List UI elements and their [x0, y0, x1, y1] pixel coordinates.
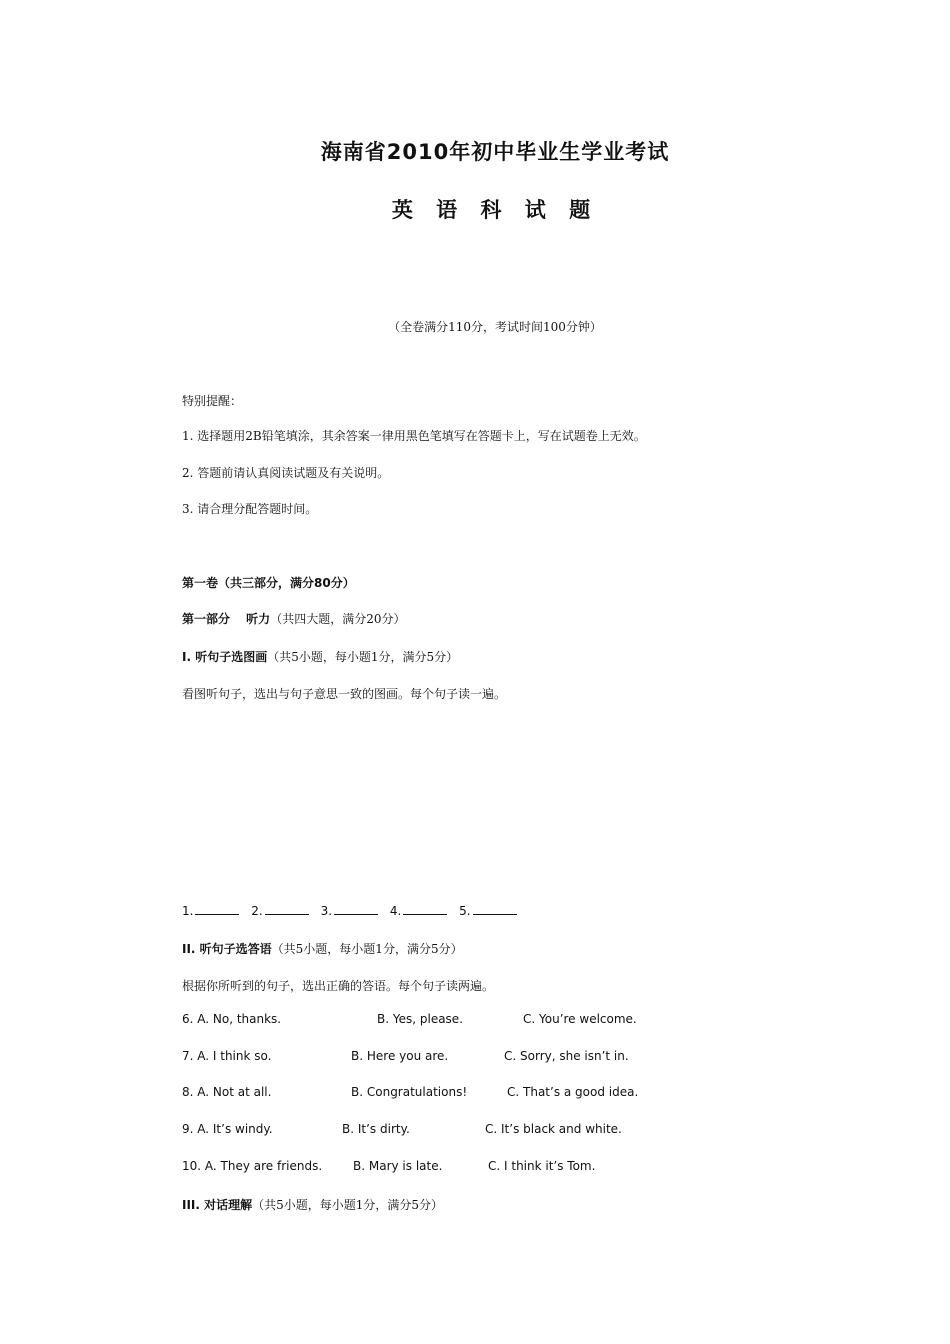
- exam-note: （全卷满分110分，考试时间100分钟）: [388, 320, 602, 334]
- section1-instruction: 看图听句子，选出与句子意思一致的图画。每个句子读一遍。: [182, 687, 507, 701]
- answer-blank: [403, 904, 447, 915]
- reminder-item: 2. 答题前请认真阅读试题及有关说明。: [182, 466, 390, 480]
- reminder-heading: 特别提醒：: [182, 394, 243, 408]
- part1-desc: （共四大题，满分20分）: [270, 612, 406, 626]
- answer-blanks: [182, 904, 525, 918]
- blank-label: 3.: [320, 904, 333, 918]
- option-c: C. Sorry, she isn’t in.: [504, 1049, 629, 1063]
- blank-label: 2.: [251, 904, 263, 918]
- option-a: 10. A. They are friends.: [182, 1159, 323, 1173]
- question-row: [182, 1122, 742, 1138]
- reminder-item: 3. 请合理分配答题时间。: [182, 502, 318, 516]
- blank-label: 5.: [459, 904, 471, 918]
- blank-label: 1.: [182, 904, 194, 918]
- option-b: B. Mary is late.: [353, 1159, 443, 1173]
- question-row: [182, 1159, 742, 1175]
- answer-blank: [265, 904, 309, 915]
- section2-desc: （共5小题，每小题1分，满分5分）: [271, 942, 463, 956]
- section2-instruction: 根据你所听到的句子，选出正确的答语。每个句子读两遍。: [182, 979, 495, 993]
- section3-title: III. 对话理解: [182, 1198, 253, 1212]
- answer-blank: [473, 904, 517, 915]
- volume-heading-text: 第一卷（共三部分，满分80分）: [182, 576, 355, 590]
- option-a: 7. A. I think so.: [182, 1049, 272, 1063]
- option-b: B. Here you are.: [351, 1049, 449, 1063]
- option-c: C. It’s black and white.: [485, 1122, 622, 1136]
- question-row: [182, 1085, 742, 1101]
- answer-blank: [195, 904, 239, 915]
- section3-desc: （共5小题，每小题1分，满分5分）: [252, 1198, 444, 1212]
- option-a: 8. A. Not at all.: [182, 1085, 272, 1099]
- option-c: C. That’s a good idea.: [507, 1085, 639, 1099]
- part1-heading: [182, 610, 405, 627]
- blank-label: 4.: [389, 904, 402, 918]
- question-row: [182, 1012, 742, 1028]
- option-c: C. I think it’s Tom.: [488, 1159, 596, 1173]
- answer-blank: [334, 904, 378, 915]
- section1-heading: [182, 648, 458, 665]
- section3-heading: [182, 1196, 443, 1213]
- option-c: C. You’re welcome.: [523, 1012, 637, 1026]
- part1-title: 第一部分 听力: [182, 612, 271, 626]
- section2-title: II. 听句子选答语: [182, 942, 272, 956]
- section1-title: Ⅰ. 听句子选图画: [182, 650, 268, 664]
- option-a: 9. A. It’s windy.: [182, 1122, 273, 1136]
- option-b: B. Congratulations!: [351, 1085, 468, 1099]
- option-b: B. It’s dirty.: [342, 1122, 410, 1136]
- question-row: [182, 1049, 742, 1065]
- option-b: B. Yes, please.: [377, 1012, 463, 1026]
- volume-heading: [182, 574, 355, 591]
- exam-title: 海南省2010年初中毕业生学业考试: [320, 140, 670, 164]
- exam-subject: 英 语 科 试 题: [391, 198, 599, 222]
- option-a: 6. A. No, thanks.: [182, 1012, 282, 1026]
- section1-desc: （共5小题，每小题1分，满分5分）: [267, 650, 459, 664]
- section2-heading: [182, 940, 463, 957]
- reminder-item: 1. 选择题用2B铅笔填涂，其余答案一律用黑色笔填写在答题卡上，写在试题卷上无效。: [182, 429, 646, 443]
